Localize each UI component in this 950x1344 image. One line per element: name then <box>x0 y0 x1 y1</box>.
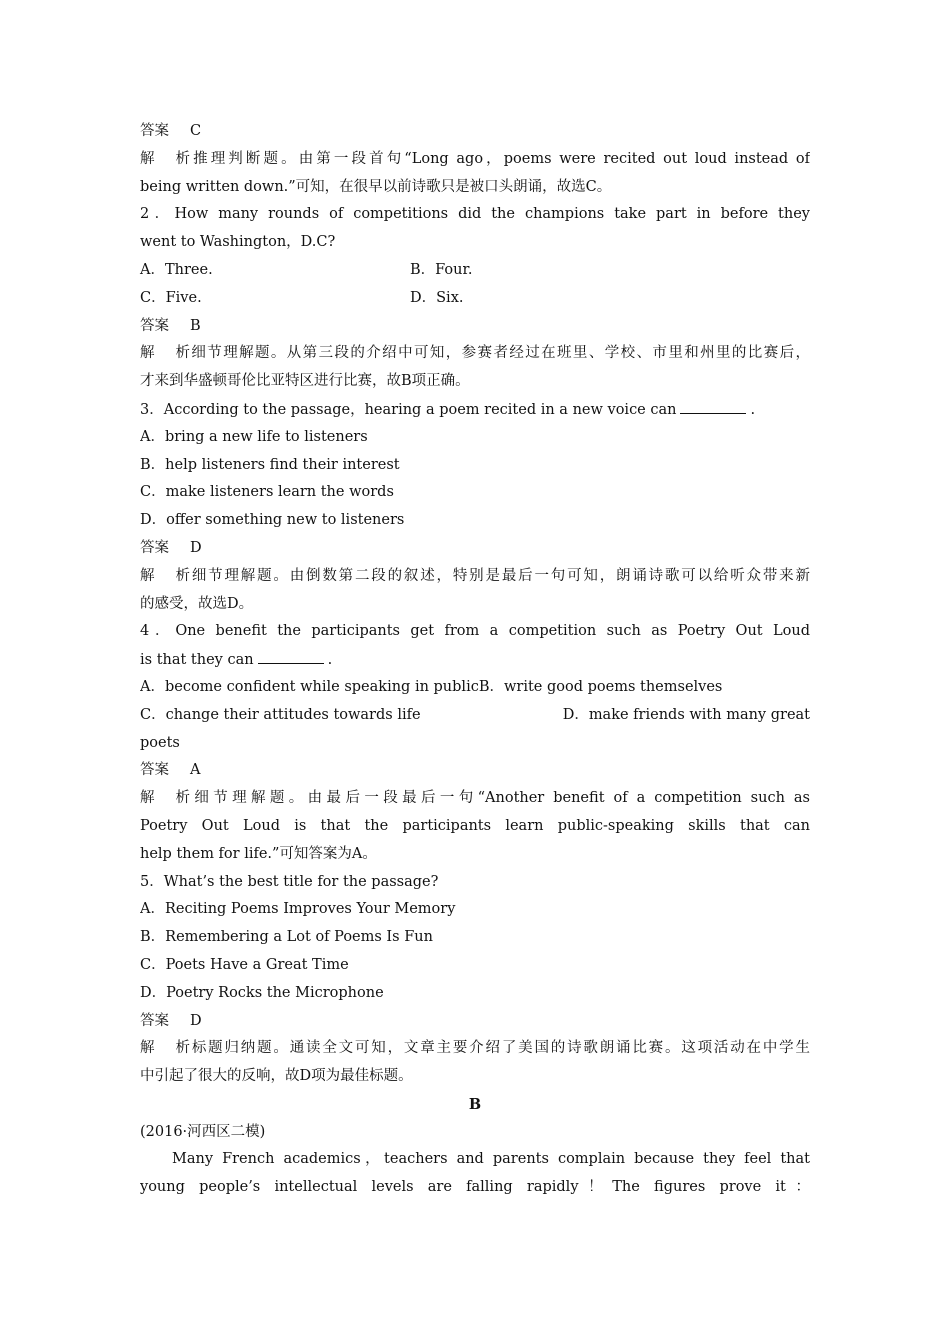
answer-blank <box>258 646 324 664</box>
q2-option-a: A．Three. <box>140 261 213 278</box>
document-page <box>140 118 810 1202</box>
q2-options-row1 <box>140 257 810 285</box>
q4-option-b: B．write good poems themselves <box>478 678 723 695</box>
q4-option-a: A．become confident while speaking in public <box>140 678 479 695</box>
q4-options-row1 <box>140 674 810 702</box>
q1-analysis-line2: being written down.”可知，在很早以前诗歌只是被口头朗诵，故选C。 <box>140 178 612 195</box>
section-b-paragraph-line1: Many French academics，teachers and parents complain because they feel that <box>172 1151 810 1168</box>
q5-option-d: D．Poetry Rocks the Microphone <box>140 984 384 1001</box>
q5-option-b: B．Remembering a Lot of Poems Is Fun <box>140 929 433 946</box>
q3-option-a: A．bring a new life to listeners <box>140 428 368 445</box>
q3-option-d: D．offer something new to listeners <box>140 512 405 529</box>
q4-stem-line1: 4．One benefit the participants get from a competition such as Poetry Out Loud <box>140 623 810 640</box>
q4-analysis-line2: Poetry Out Loud is that the participants learn public-speaking skills that can <box>140 817 810 834</box>
q5-option-c: C．Poets Have a Great Time <box>140 956 349 973</box>
q4-option-c: C．change their attitudes towards life <box>140 706 421 723</box>
q2-analysis-line1: 解析细节理解题。从第三段的介绍中可知，参赛者经过在班里、学校、市里和州里的比赛后， <box>140 345 810 362</box>
q3-stem: 3．According to the passage，hearing a poem recited in a new voice can . <box>140 396 810 424</box>
q3-option-c: C．make listeners learn the words <box>140 484 394 501</box>
q2-stem-line2: went to Washington，D.C? <box>140 234 336 251</box>
q1-analysis-line1: 解析推理判断题。由第一段首句“Long ago，poems were recited out loud instead of <box>140 150 810 167</box>
section-b-source: (2016·河西区二模) <box>140 1123 266 1140</box>
q2-answer: 答案 B <box>140 317 201 334</box>
section-b-paragraph-line2: young people’s intellectual levels are falling rapidly！The figures prove it： <box>140 1179 810 1196</box>
q4-answer: 答案 A <box>140 762 201 779</box>
q2-option-b: B．Four. <box>410 261 473 278</box>
q2-stem-line1: 2．How many rounds of competitions did the champions take part in before they <box>140 206 810 223</box>
q2-option-d: D．Six. <box>410 289 464 306</box>
q4-option-d: D．make friends with many great <box>562 706 810 723</box>
q2-options-row2 <box>140 285 810 313</box>
q3-answer: 答案 D <box>140 539 202 556</box>
answer-blank <box>680 396 746 414</box>
q2-option-c: C．Five. <box>140 289 202 306</box>
q3-analysis-line1: 解析细节理解题。由倒数第二段的叙述，特别是最后一句可知，朗诵诗歌可以给听众带来新 <box>140 567 810 584</box>
section-b-heading: B <box>468 1095 482 1113</box>
q4-analysis-line1: 解析细节理解题。由最后一段最后一句“Another benefit of a competition such as <box>140 790 810 807</box>
q4-analysis-line3: help them for life.”可知答案为A。 <box>140 845 377 862</box>
q4-option-d-cont: poets <box>140 734 180 751</box>
q4-options-row2 <box>140 702 810 730</box>
q5-stem: 5．What’s the best title for the passage? <box>140 873 439 890</box>
q2-analysis-line2: 才来到华盛顿哥伦比亚特区进行比赛，故B项正确。 <box>140 373 470 390</box>
q3-option-b: B．help listeners find their interest <box>140 456 400 473</box>
q5-option-a: A．Reciting Poems Improves Your Memory <box>140 901 456 918</box>
q5-analysis-line2: 中引起了很大的反响，故D项为最佳标题。 <box>140 1068 413 1085</box>
q5-answer: 答案 D <box>140 1012 202 1029</box>
q3-analysis-line2: 的感受，故选D。 <box>140 595 254 612</box>
q4-stem-line2: is that they can . <box>140 646 810 674</box>
q5-analysis-line1: 解析标题归纳题。通读全文可知，文章主要介绍了美国的诗歌朗诵比赛。这项活动在中学生 <box>140 1040 810 1057</box>
q1-answer: 答案 C <box>140 123 202 139</box>
